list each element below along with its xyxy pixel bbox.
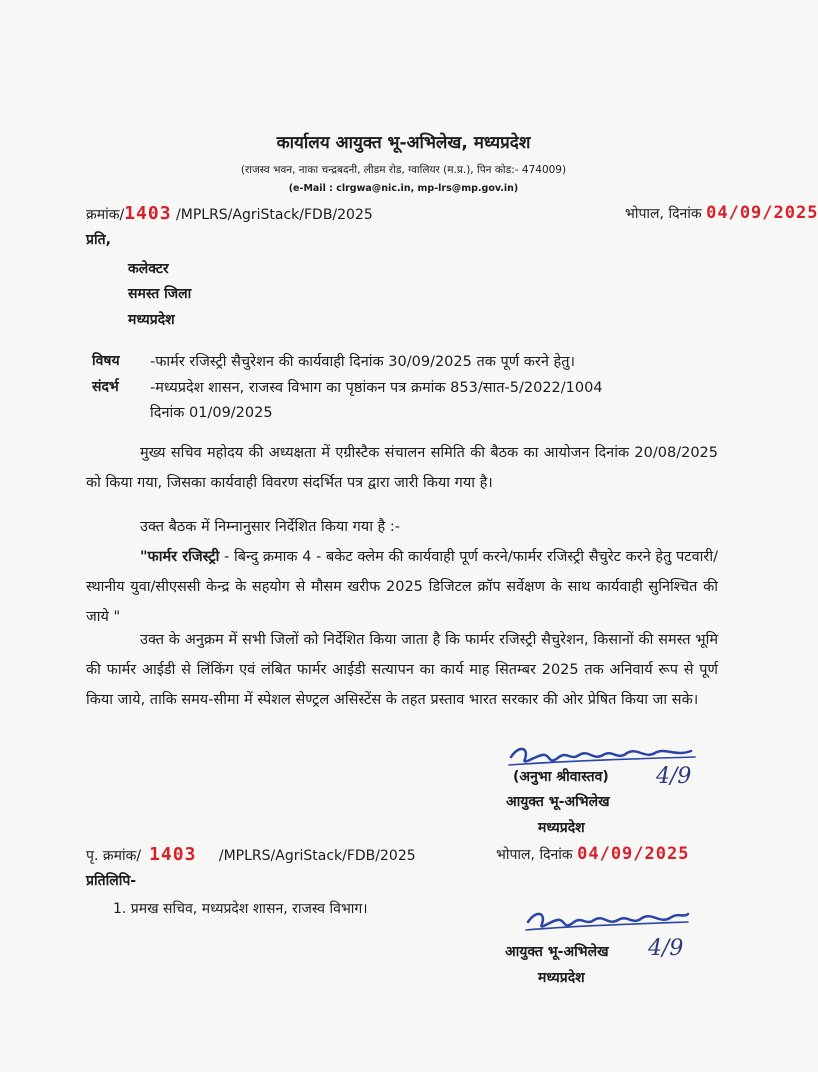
endorsement-ref-line: [86, 844, 416, 865]
endorsement-code: /MPLRS/AgriStack/FDB/2025: [218, 848, 416, 864]
signatory-name: (अनुभा श्रीवास्तव): [513, 769, 609, 785]
reference-line-2: दिनांक 01/09/2025: [150, 405, 273, 421]
ref-date-label: भोपाल, दिनांक: [625, 206, 702, 222]
addressee-line-1: कलेक्टर: [128, 261, 169, 277]
office-address: (राजस्व भवन, नाका चन्द्रबदनी, लीडम रोड, ग्वालियर (म.प्र.), पिन कोड:- 474009): [240, 164, 567, 176]
office-email: (e-Mail : clrgwa@nic.in, mp-lrs@mp.gov.in): [288, 183, 519, 194]
signatory-state: मध्यप्रदेश: [538, 820, 585, 836]
ref-line: [86, 203, 373, 224]
copy-item-1: 1. प्रमख सचिव, मध्यप्रदेश शासन, राजस्व विभाग।: [113, 901, 368, 917]
endorsement-date-label: भोपाल, दिनांक: [496, 847, 573, 863]
body-paragraph-2: उक्त बैठक में निम्नानुसार निर्देशित किया गया है :-: [140, 519, 400, 535]
reference-label: संदर्भ: [92, 379, 119, 395]
quote-text: - बिन्दु क्रमाक 4 - बकेट क्लेम की कार्यवाही पूर्ण करने/फार्मर रजिस्ट्री सैचुरेट करने हेतु पटवारी/स्थानीय युवा/सीएससी केन्द्र के सहयोग से मौसम खरीफ 2025 डिजिटल क्रॉप सर्वेक्षण के साथ कार्यवाही सुनिश्चित की जाये ": [86, 549, 718, 625]
endorsement-date-line: [496, 844, 689, 864]
body-paragraph-3: उक्त के अनुक्रम में सभी जिलों को निर्देशित किया जाता है कि फार्मर रजिस्ट्री सैचुरेशन, किसानों की समस्त भूमि की फार्मर आईडी से लिंकिंग एवं लंबित फार्मर आईडी सत्यापन का कार्य माह सितम्बर 2025 तक अनिवार्य रूप से पूर्ण किया जाये, ताकि समय-सीमा में स्पेशल सेण्ट्रल असिस्टेंस के तहत प्रस्ताव भारत सरकार की ओर प्रेषित किया जा सके।: [86, 632, 718, 708]
signatory-designation: आयुक्त भू-अभिलेख: [506, 794, 610, 810]
copy-label: प्रतिलिपि-: [86, 873, 137, 889]
addressee-line-3: मध्यप्रदेश: [128, 312, 175, 328]
signatory-2-state: मध्यप्रदेश: [538, 970, 585, 986]
signature-1-initial: 4/9: [656, 764, 692, 789]
office-title: कार्यालय आयुक्त भू-अभिलेख, मध्यप्रदेश: [276, 133, 531, 153]
endorsement-prefix: पृ. क्रमांक/: [86, 848, 142, 864]
signatory-2-designation: आयुक्त भू-अभिलेख: [505, 944, 609, 960]
body-quote: [86, 542, 718, 632]
ref-date-handwritten: 04/09/2025: [706, 203, 818, 223]
signature-2-image: [522, 900, 692, 936]
body-paragraph-1: मुख्य सचिव महोदय की अध्यक्षता में एग्रीस्टैक संचालन समिति की बैठक का आयोजन दिनांक 20/08/2025 को किया गया, जिसका कार्यवाही विवरण संदर्भित पत्र द्वारा जारी किया गया है।: [86, 445, 718, 491]
ref-date-line: [625, 203, 818, 223]
ref-prefix: क्रमांक/: [86, 207, 125, 223]
prati-label: प्रति,: [86, 232, 111, 248]
quote-bold: "फार्मर रजिस्ट्री: [140, 549, 220, 565]
subject-text: -फार्मर रजिस्ट्री सैचुरेशन की कार्यवाही दिनांक 30/09/2025 तक पूर्ण करने हेतु।: [150, 354, 575, 370]
endorsement-number-handwritten: 1403: [149, 844, 197, 865]
addressee-line-2: समस्त जिला: [128, 286, 192, 302]
ref-code: /MPLRS/AgriStack/FDB/2025: [176, 207, 373, 223]
reference-line-1: -मध्यप्रदेश शासन, राजस्व विभाग का पृष्ठांकन पत्र क्रमांक 853/सात-5/2022/1004: [150, 380, 603, 396]
signature-2-initial: 4/9: [648, 936, 684, 961]
subject-label: विषय: [92, 353, 120, 369]
endorsement-date-handwritten: 04/09/2025: [577, 844, 690, 864]
ref-number-handwritten: 1403: [124, 203, 172, 224]
